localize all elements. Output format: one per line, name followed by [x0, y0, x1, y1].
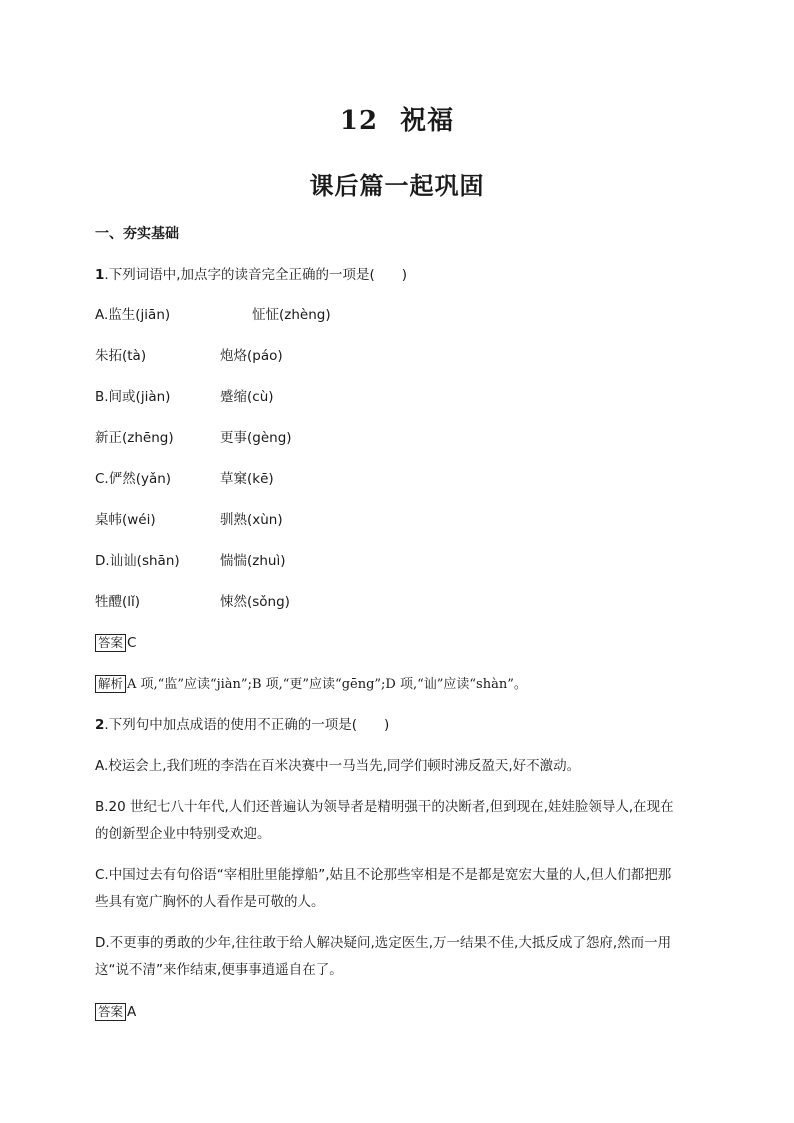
option-item: 惴惴(zhuì): [220, 553, 286, 569]
option-b-continued: 的创新型企业中特别受欢迎。: [95, 826, 271, 842]
option-item: 驯熟(xùn): [220, 512, 283, 528]
option-d-continued: 这“说不清”来作结束,便事事逍遥自在了。: [95, 962, 343, 978]
option-b: B.20 世纪七八十年代,人们还普遍认为领导者是精明强干的决断者,但到现在,娃娃脸领导人,在现在: [95, 799, 674, 815]
lesson-number: 12: [339, 106, 379, 136]
option-row: [95, 428, 292, 448]
analysis-line: [95, 674, 527, 695]
option-a: A.校运会上,我们班的李浩在百米决赛中一马当先,同学们顿时沸反盈天,好不激动。: [95, 758, 581, 774]
answer-value: A: [127, 1004, 137, 1020]
option-item: 怔怔(zhèng): [252, 307, 331, 323]
answer-tag: 答案: [95, 1003, 126, 1021]
analysis-text: A 项,“监”应读“jiàn”;B 项,“更”应读“gēng”;D 项,“讪”应读“shàn”。: [127, 677, 527, 692]
answer-line: [95, 1002, 136, 1022]
question-2-stem: [95, 715, 389, 735]
answer-tag: 答案: [95, 634, 126, 652]
option-row: [95, 346, 283, 366]
option-item: 蹙缩(cù): [220, 389, 274, 405]
option-row: [95, 469, 274, 489]
option-c: C.中国过去有句俗语“宰相肚里能撑船”,姑且不论那些宰相是不是都是宽宏大量的人,但人们都把那: [95, 867, 672, 883]
option-item: 悚然(sǒng): [220, 594, 290, 610]
question-number: 1: [95, 267, 105, 283]
answer-value: C: [127, 635, 137, 651]
question-text: .下列词语中,加点字的读音完全正确的一项是( ): [104, 267, 408, 283]
lesson-title: [0, 100, 794, 137]
option-row: [95, 387, 274, 407]
analysis-tag: 解析: [95, 675, 126, 693]
option-item: B.间或(jiàn): [95, 389, 171, 405]
option-item: 朱拓(tà): [95, 348, 147, 364]
option-item: 牲醴(lǐ): [95, 594, 141, 610]
option-item: 桌帏(wéi): [95, 512, 156, 528]
option-item: 草窠(kē): [220, 471, 274, 487]
option-item: 更事(gèng): [220, 430, 292, 446]
answer-line: [95, 633, 136, 653]
option-item: A.监生(jiān): [95, 307, 171, 323]
lesson-name: 祝福: [400, 106, 455, 136]
option-row: [95, 551, 286, 571]
page-subtitle: 课后篇一起巩固: [309, 171, 485, 200]
option-d: D.不更事的勇敢的少年,往往敢于给人解决疑问,选定医生,万一结果不佳,大抵反成了怨府,然而一用: [95, 935, 672, 951]
question-text: .下列句中加点成语的使用不正确的一项是( ): [104, 717, 390, 733]
option-item: 炮烙(páo): [220, 348, 283, 364]
question-1-stem: [95, 265, 407, 285]
option-row: [95, 305, 331, 325]
question-number: 2: [95, 717, 105, 733]
option-item: 新正(zhēng): [95, 430, 174, 446]
option-item: D.讪讪(shān): [95, 553, 180, 569]
option-row: [95, 592, 290, 612]
option-item: C.俨然(yǎn): [95, 471, 172, 487]
section-heading: 一、夯实基础: [95, 226, 179, 242]
option-c-continued: 些具有宽广胸怀的人看作是可敬的人。: [95, 894, 325, 910]
option-row: [95, 510, 283, 530]
